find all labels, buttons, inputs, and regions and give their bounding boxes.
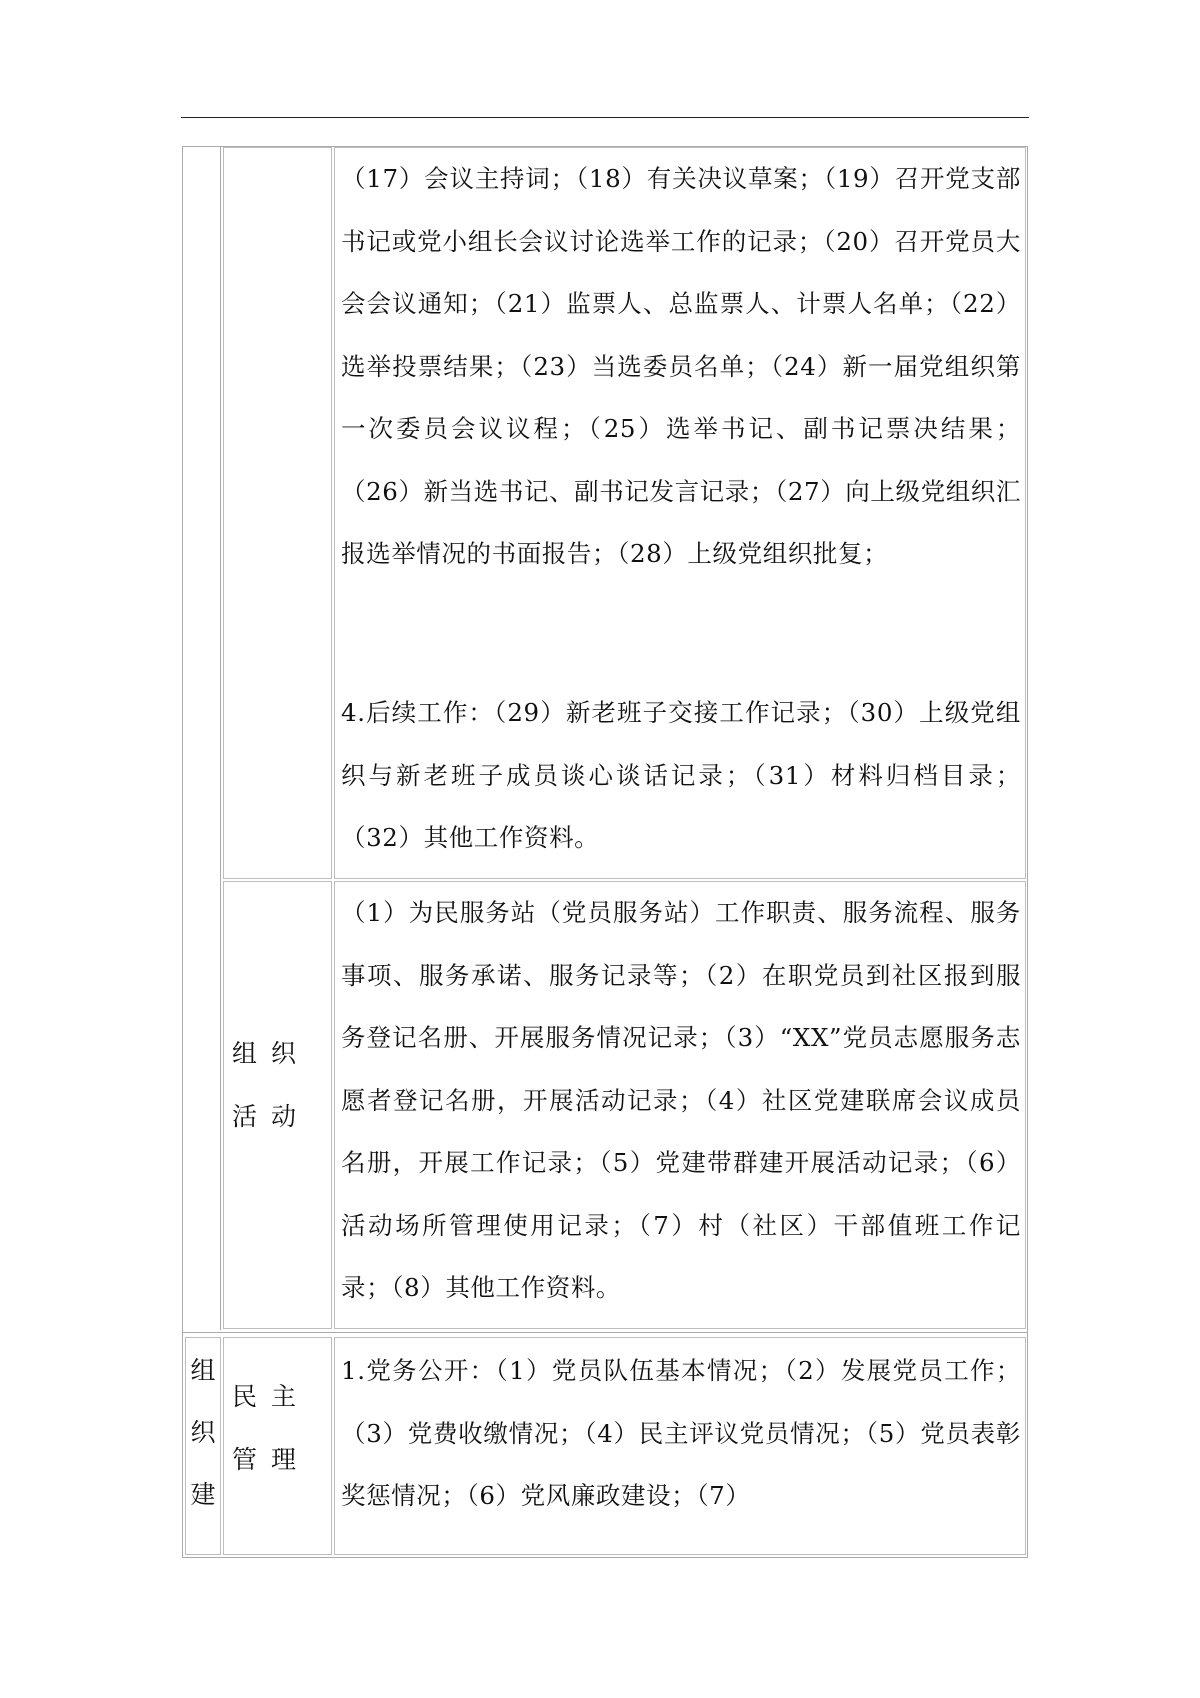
section-label: 组织建 [190, 1356, 216, 1509]
content-cell [334, 881, 1026, 1329]
category-cell [223, 147, 332, 879]
category-cell [223, 881, 332, 1329]
content-cell [334, 1337, 1026, 1555]
category-cell [223, 1337, 332, 1555]
category-label: 民主管理 [232, 1382, 311, 1474]
content-paragraph: （17）会议主持词；（18）有关决议草案；（19）召开党支部书记或党小组长会议讨论选举工作的记录；（20）召开党员大会会议通知；（21）监票人、总监票人、计票人名单；（22）选举投票结果；（23）当选委员名单；（24）新一届党组织第一次委员会议议程；（25）选举书记、副书记票决结果；（26）新当选书记、副书记发言记录；（27）向上级党组织汇报选举情况的书面报告；（28）上级党组织批复； [341, 164, 1021, 568]
row-divider [183, 1332, 1027, 1333]
category-label: 组织活动 [232, 1039, 311, 1131]
section-cell [185, 1337, 221, 1555]
content-cell [334, 147, 1026, 879]
header-rule [181, 117, 1029, 118]
content-paragraph: （1）为民服务站（党员服务站）工作职责、服务流程、服务事项、服务承诺、服务记录等；（2）在职党员到社区报到服务登记名册、开展服务情况记录；（3）“XX”党员志愿服务志愿者登记名册，开展活动记录；（4）社区党建联席会议成员名册，开展工作记录；（5）党建带群建开展活动记录；（6）活动场所管理使用记录；（7）村（社区）干部值班工作记录；（8）其他工作资料。 [341, 898, 1021, 1302]
content-paragraph: 4.后续工作：（29）新老班子交接工作记录；（30）上级党组织与新老班子成员谈心谈话记录；（31）材料归档目录；（32）其他工作资料。 [341, 698, 1021, 852]
section-cell-empty [185, 147, 221, 1330]
content-paragraph: 1.党务公开：（1）党员队伍基本情况；（2）发展党员工作；（3）党费收缴情况；（4）民主评议党员情况；（5）党员表彰奖惩情况；（6）党风廉政建设；（7） [341, 1356, 1021, 1510]
records-table [182, 146, 1028, 1558]
